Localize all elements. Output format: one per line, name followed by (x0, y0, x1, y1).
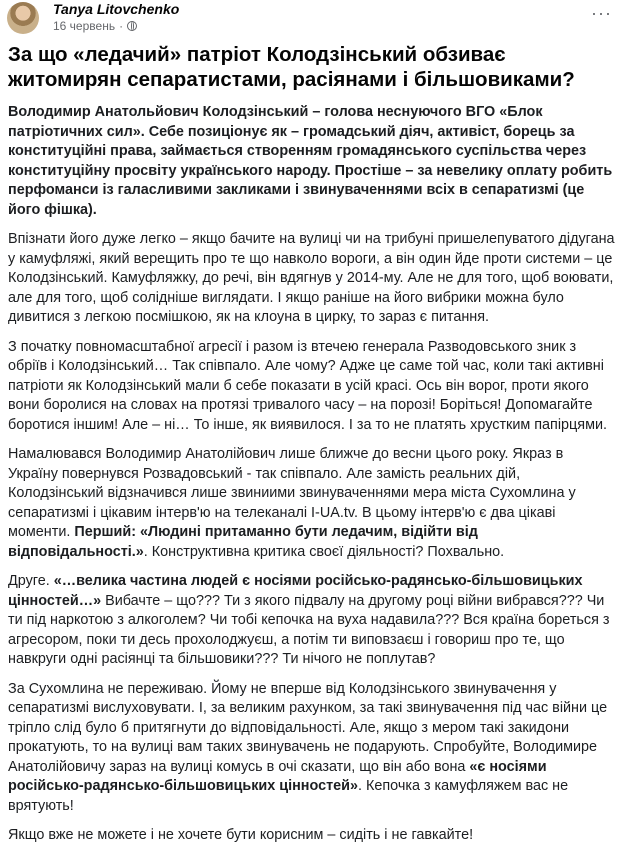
separator-dot: · (119, 19, 124, 33)
paragraph-5-end: . Кепочка з камуфляжем вас не врятують! (8, 778, 569, 814)
paragraph-3-text: Намалювався Володимир Анатолійович лише ближче до весни цього року. Якраз в Україну повернувся Розвадовський - так співпало. Але замість реальних дій, Колодзінський відзначився лише звиниими звинуваченнями мера міста Сухомлина у сепаратизмі і цікавим інтерв'ю на телеканалі I-UA.tv. В цьому інтерв'ю є два цікаві моменти. (8, 446, 576, 540)
post-header (0, 0, 624, 40)
paragraph-3-quote: Перший: «Людині притаманно бути ледачим, відійти від відповідальності.» (8, 524, 478, 560)
paragraph-1: Впізнати його дуже легко – якщо бачите на вулиці чи на трибуні пришелепуватого дідугана у камуфляжі, який верещить про те що навколо вороги, а він один йде проти системи – це Колодзінський. Камуфляжку, до речі, він вдягнув у 2014-му. Але не для того, щоб воювати, але для того, щоб солідніше виглядати. І якщо раніше на його вибрики можна було дивитися з легкою посмішкою, як на клоуна в цирку, то зараз є питання. (8, 231, 615, 325)
post-date[interactable] (53, 19, 137, 33)
post-body (8, 42, 616, 846)
author-avatar[interactable] (7, 2, 39, 34)
paragraph-3 (8, 445, 616, 562)
paragraph-2: З початку повномасштабної агресії і разом із втечею генерала Разводовського зник з обріїв і Колодзінський… Так співпало. Але чому? Адже це саме той час, коли такі активні патріоти як Колодзінський мали б себе показати в усій красі. Ось він ворог, проти якого вони боролися на словах на протязі тривалого часу – на порозі! Боріться! Допомагайте боротися іншим! Але – ні… То інше, як виявилося. І за то не платять хрустким папірцями. (8, 338, 608, 433)
more-options-icon[interactable]: ··· (591, 3, 612, 23)
paragraph-4 (8, 572, 616, 670)
paragraph-4-text: Вибачте – що??? Ти з якого підвалу на другому році війни вибрався??? Чи ти під наркотою з алкоголем? Чи тобі кепочка на вуха надавила??? Вся країна бореться з агресором, поки ти десь прохолоджуєш, а потім ти виповзаєш і говориш про те, що навкруги одні расіянці та більшовики??? Ти нічого не поплутав? (8, 592, 610, 667)
paragraph-4-quote: «…велика частина людей є носіями російсько-радянсько-більшовицьких цінностей…» (8, 573, 583, 609)
post-date-text[interactable]: 16 червень (53, 19, 116, 33)
article-title: За що «ледачий» патріот Колодзінський обзиває житомирян сепаратистами, расіянами і більшовиками? (8, 43, 575, 91)
paragraph-5 (8, 680, 616, 817)
paragraph-6: Якщо вже не можете і не хочете бути корисним – сидіть і не гавкайте! (8, 827, 474, 843)
paragraph-5-text: За Сухомлина не переживаю. Йому не вперше від Колодзінського звинувачення у сепаратизмі вислуховувати. І, за великим рахунком, за такі звинувачення під час війни це тріпло слід було б притягнути до відповідальності. Але, якщо з мером такі закидони прокатують, то на вулиці вам таких звинувачень не подарують. Спробуйте, Володимире Анатолійовичу зараз на вулиці комусь в очі сказати, що він або вона (8, 680, 608, 775)
paragraph-5-quote: «є носіями російсько-радянсько-більшовицьких цінностей» (8, 758, 547, 794)
paragraph-3-end: . Конструктивна критика своєї діяльності? Похвально. (143, 543, 505, 560)
globe-icon (127, 21, 137, 31)
paragraph-4-start: Друге. (8, 573, 54, 589)
author-name[interactable]: Tanya Litovchenko (53, 1, 180, 17)
article-lead: Володимир Анатольйович Колодзінський – голова неснуючого ВГО «Блок патріотичних сил». Себе позиціонує як – громадський діяч, активіст, борець за конституційні права, займається створенням громадянського суспільства через конституційну просвіту українського народу. Простіше – за невелику оплату робить перфоманси із галасливими закликами і звинуваченнями всіх в сепаратизмі (це його фішка). (8, 104, 613, 218)
